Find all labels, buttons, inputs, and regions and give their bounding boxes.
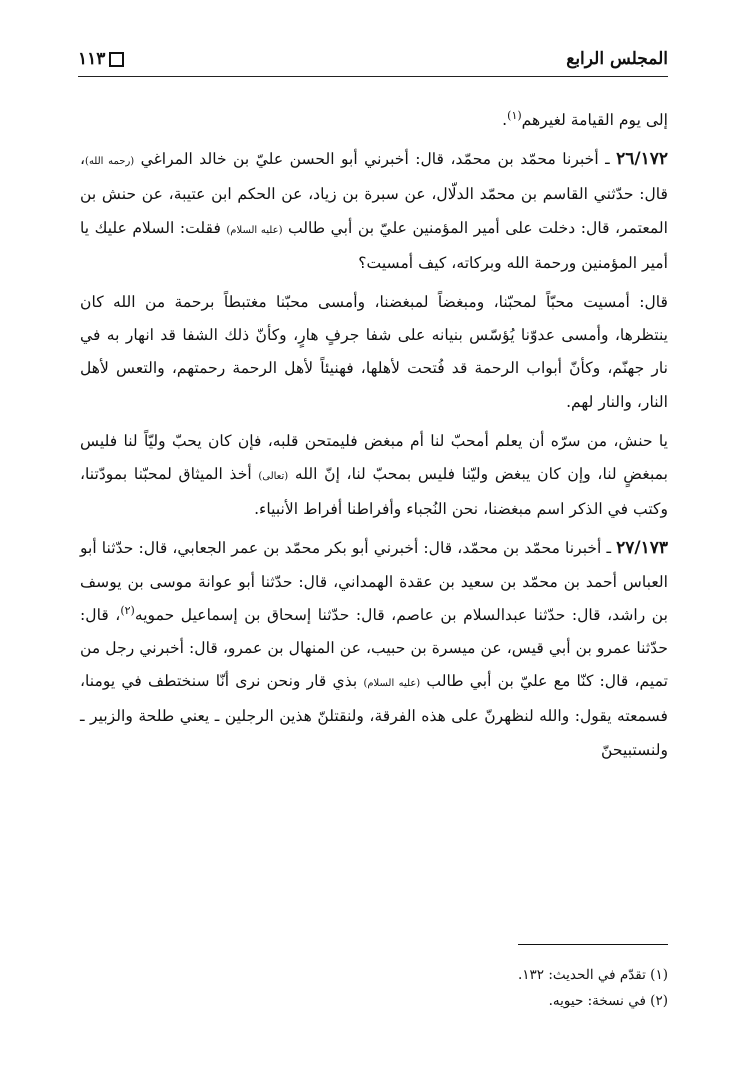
running-title: المجلس الرابع <box>566 49 668 69</box>
hadith-173: ٢٧/١٧٣ ـ أخبرنا محمّد بن محمّد، قال: أخبرني أبو بكر محمّد بن عمر الجعابي، قال: حدّثنا أبو العباس أحمد بن محمّد بن سعيد بن عقدة الهمداني، قال: حدّثنا أبو عوانة موسى بن يوسف بن راشد، قال: حدّثنا عبدالسلام بن عاصم، قال: حدّثنا إسحاق بن إسماعيل حمويه$^{(٢)}$، قال: حدّثنا عمرو بن أبي قيس، عن ميسرة بن حبيب، عن المنهال بن عمرو، قال: أخبرني رجل من تميم، قال: كنّا مع عليّ بن أبي طالب (عليه السلام) بذي قار ونحن نرى أنّا سنختطف في يومنا، فسمعته يقول: والله لنظهرنّ على هذه الفرقة، ولنقتلنّ هذين الرجلين ـ يعني طلحة والزبير ـ ولنستبيحنّ <box>80 538 668 759</box>
page-header <box>78 42 668 77</box>
honorific: (رحمه الله) <box>85 156 135 168</box>
page-number-value: ١١٣ <box>78 49 106 69</box>
paragraph-continuation: إلى يوم القيامة لغيرهم$^{(١)}$. <box>502 108 668 129</box>
honorific: (تعالى) <box>258 471 289 483</box>
footnote-ref-2: (٢) <box>120 603 135 617</box>
footnote-divider <box>518 944 668 945</box>
hadith-172: ٢٦/١٧٢ ـ أخبرنا محمّد بن محمّد، قال: أخبرني أبو الحسن عليّ بن خالد المراغي (رحمه الله)، قال: حدّثني القاسم بن محمّد الدلّال، عن سبرة بن زياد، عن الحكم ابن عتيبة، عن حنش بن المعتمر، قال: دخلت على أمير المؤمنين عليّ بن أبي طالب (عليه السلام) فقلت: السلام عليك يا أمير المؤمنين ورحمة الله وبركاته، كيف أمسيت؟ <box>80 149 668 272</box>
hadith-172-answer: قال: أمسيت محبّاً لمحبّنا، ومبغضاً لمبغضنا، وأمسى محبّنا مغتبطاً برحمة من الله كان ينتظرها، وأمسى عدوّنا يُؤسّس بنيانه على شفا جرفٍ هارٍ، وكأنّ ذلك الشفا قد انهار به في نار جهنّم، وكأنّ أبواب الرحمة قد فُتحت لأهلها، فهنيئاً لأهل الرحمة رحمتهم، والتعس لأهل النار، والنار لهم. <box>80 293 668 411</box>
hadith-number: ٢٦/١٧٢ <box>616 149 668 170</box>
honorific: (عليه السلام) <box>226 224 283 236</box>
main-text <box>80 104 668 773</box>
footnote-1: (١) تقدّم في الحديث: ١٣٢. <box>517 967 668 983</box>
footnote-2: (٢) في نسخة: حيويه. <box>548 993 668 1009</box>
honorific: (عليه السلام) <box>363 678 421 690</box>
footnote-ref-1: (١) <box>507 108 522 122</box>
page-number <box>78 49 124 69</box>
footnotes <box>80 962 668 1014</box>
hadith-172-continuation: يا حنش، من سرّه أن يعلم أمحبّ لنا أم مبغض فليمتحن قلبه، فإن كان يحبّ وليّاً لنا فليس بمبغضٍ لنا، وإن كان يبغض وليّنا فليس بمحبّ لنا، إنّ الله (تعالى) أخذ الميثاق لمحبّنا بمودّتنا، وكتب في الذكر اسم مبغضنا، نحن النُجباء وأفراطنا أفراط الأنبياء. <box>80 431 668 519</box>
hadith-number: ٢٧/١٧٣ <box>616 538 668 559</box>
page-marker-square-icon <box>109 52 124 67</box>
